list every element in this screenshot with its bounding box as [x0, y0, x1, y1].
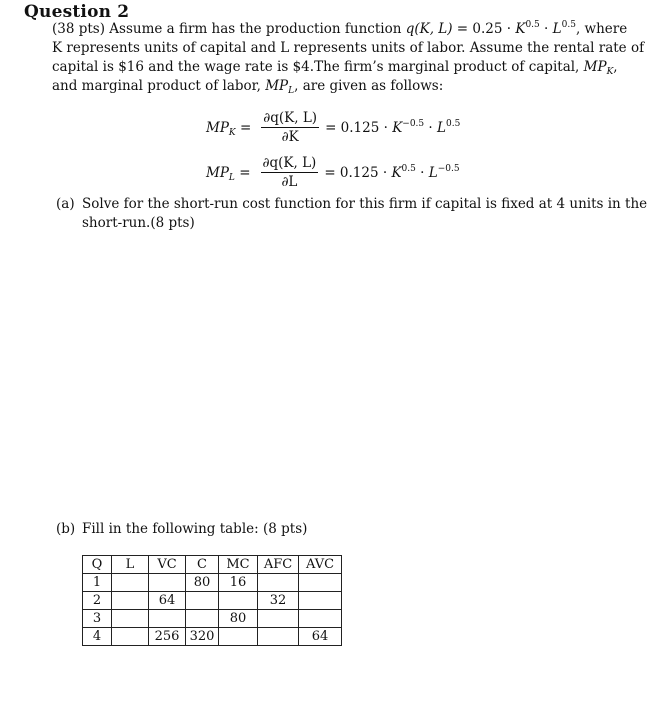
cell-afc[interactable] [258, 610, 299, 628]
cell-afc: 32 [258, 592, 299, 610]
cost-table [82, 555, 342, 646]
cell-avc[interactable] [299, 592, 342, 610]
cell-avc[interactable] [299, 574, 342, 592]
cell-q: 1 [83, 574, 112, 592]
table-row [83, 592, 342, 610]
intro-text: The firm’s marginal product of capital, $MP_K$, [314, 59, 618, 77]
cell-q: 3 [83, 610, 112, 628]
header-vc: VC [149, 556, 186, 574]
cell-l[interactable] [112, 592, 149, 610]
cell-q: 2 [83, 592, 112, 610]
mpl-rhs: = $0.125 \cdot K^{0.5} \cdot L^{-0.5}$ [324, 163, 460, 181]
cell-mc: 16 [219, 574, 258, 592]
cell-mc[interactable] [219, 628, 258, 646]
mpl-numerator: ∂q(K, L) [262, 155, 317, 171]
mpk-denominator: ∂K [281, 129, 299, 145]
question-intro [52, 20, 645, 96]
cell-mc: 80 [219, 610, 258, 628]
mpk-rhs: = $0.125 \cdot K^{-0.5} \cdot L^{0.5}$ [325, 118, 461, 136]
cell-c[interactable] [186, 592, 219, 610]
cell-l[interactable] [112, 574, 149, 592]
table-row [83, 610, 342, 628]
mpl-denominator: ∂L [281, 174, 298, 190]
mpl-equation [206, 155, 460, 190]
table-row [83, 628, 342, 646]
part-b-points: (8 pts) [258, 521, 308, 537]
question-title: Question 2 [24, 2, 130, 22]
header-c: C [186, 556, 219, 574]
cell-vc: 256 [149, 628, 186, 646]
part-b [56, 520, 307, 539]
mpk-equation [206, 110, 460, 145]
cell-vc[interactable] [149, 574, 186, 592]
intro-text: capital is $16 and the wage rate is $4. [52, 59, 315, 75]
cell-c: 320 [186, 628, 219, 646]
cell-l[interactable] [112, 610, 149, 628]
intro-line-4: and marginal product of labor, $MP_L$, are given as follows: [52, 78, 444, 96]
cell-vc: 64 [149, 592, 186, 610]
cell-avc[interactable] [299, 610, 342, 628]
header-avc: AVC [299, 556, 342, 574]
mpk-fraction [261, 110, 319, 145]
part-a-line-2: short-run.(8 pts) [82, 215, 195, 231]
table-row [83, 574, 342, 592]
intro-line-1 [52, 20, 628, 39]
part-a-line-1: Solve for the short-run cost function for this firm if capital is fixed at 4 units in the [82, 196, 648, 212]
table-header-row [83, 556, 342, 574]
cell-c: 80 [186, 574, 219, 592]
part-b-tag: (b) [56, 521, 76, 537]
cell-q: 4 [83, 628, 112, 646]
cell-l[interactable] [112, 628, 149, 646]
cell-mc[interactable] [219, 592, 258, 610]
cell-afc[interactable] [258, 628, 299, 646]
mpl-lhs: $MP_L$ = [206, 164, 251, 183]
mpk-lhs: $MP_K$ = [206, 119, 252, 138]
header-l: L [112, 556, 149, 574]
header-mc: MC [219, 556, 258, 574]
cell-vc[interactable] [149, 610, 186, 628]
cell-avc: 64 [299, 628, 342, 646]
header-q: Q [83, 556, 112, 574]
intro-line-3 [52, 58, 618, 77]
header-afc: AFC [258, 556, 299, 574]
part-a-tag: (a) [56, 196, 75, 212]
mpl-fraction [261, 155, 319, 190]
intro-line-2: K represents units of capital and L represents units of labor. Assume the rental rate of [52, 40, 645, 56]
mpk-numerator: ∂q(K, L) [263, 110, 318, 126]
cell-c[interactable] [186, 610, 219, 628]
intro-text: (38 pts) Assume a firm has the production function [52, 21, 406, 37]
part-a [56, 195, 647, 233]
cell-afc[interactable] [258, 574, 299, 592]
part-b-text: Fill in the following table: [82, 521, 259, 537]
intro-math: q(K, $L) = 0.25 \cdot K^{0.5} \cdot L^{0.5}$, where [405, 20, 628, 37]
